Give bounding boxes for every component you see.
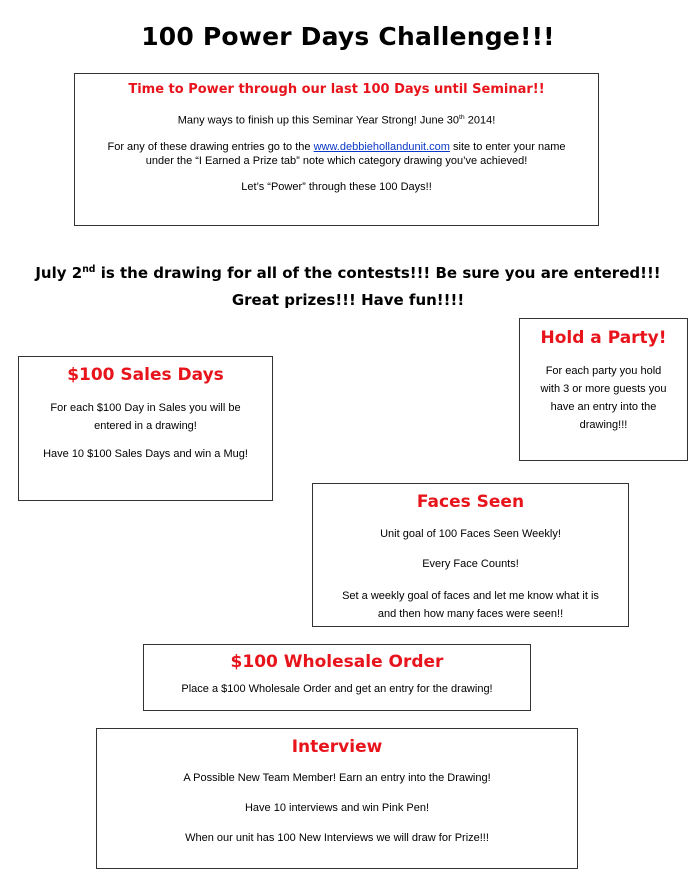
- interview-line-2: Have 10 interviews and win Pink Pen!: [244, 802, 430, 814]
- announcement-line-1: July 2nd is the drawing for all of the contests!!! Be sure you are entered!!!: [35, 264, 661, 282]
- sales-days-line-2: entered in a drawing!: [94, 420, 197, 432]
- drawing-announcement: [0, 256, 696, 314]
- announcement-line-2: Great prizes!!! Have fun!!!!: [231, 291, 465, 309]
- hold-party-line-4: drawing!!!: [579, 419, 628, 431]
- wholesale-order-heading: $100 Wholesale Order: [230, 652, 444, 672]
- interview-line-1: A Possible New Team Member! Earn an entry into the Drawing!: [183, 772, 491, 784]
- faces-seen-line-4: and then how many faces were seen!!: [377, 608, 564, 620]
- intro-line-3: under the “I Earned a Prize tab” note which category drawing you’ve achieved!: [145, 154, 528, 167]
- faces-seen-box: [312, 483, 629, 627]
- faces-seen-line-1: Unit goal of 100 Faces Seen Weekly!: [380, 528, 561, 540]
- intro-line-2: For any of these drawing entries go to the www.debbiehollandunit.com site to enter your name: [107, 140, 566, 153]
- hold-party-line-2: with 3 or more guests you: [540, 383, 667, 395]
- wholesale-order-line-1: Place a $100 Wholesale Order and get an entry for the drawing!: [181, 683, 493, 695]
- sales-days-line-1: For each $100 Day in Sales you will be: [50, 402, 241, 414]
- sales-days-heading: $100 Sales Days: [67, 365, 224, 385]
- intro-box: [74, 73, 599, 226]
- hold-party-box: [519, 318, 688, 461]
- interview-heading: Interview: [291, 737, 383, 757]
- faces-seen-heading: Faces Seen: [416, 492, 525, 512]
- faces-seen-line-3: Set a weekly goal of faces and let me know what it is: [342, 590, 599, 602]
- faces-seen-line-2: Every Face Counts!: [422, 558, 519, 570]
- intro-line-4: Let’s “Power” through these 100 Days!!: [241, 180, 432, 193]
- intro-line-1: Many ways to finish up this Seminar Year Strong! June 30th 2014!: [177, 114, 496, 127]
- unit-website-link[interactable]: www.debbiehollandunit.com: [313, 140, 450, 153]
- sales-days-box: [18, 356, 273, 501]
- page-title: 100 Power Days Challenge!!!: [141, 22, 555, 51]
- wholesale-order-box: [143, 644, 531, 711]
- intro-heading: Time to Power through our last 100 Days until Seminar!!: [128, 82, 545, 97]
- interview-box: [96, 728, 578, 869]
- hold-party-line-1: For each party you hold: [545, 365, 662, 377]
- hold-party-line-3: have an entry into the: [550, 401, 657, 413]
- sales-days-line-3: Have 10 $100 Sales Days and win a Mug!: [43, 448, 248, 460]
- interview-line-3: When our unit has 100 New Interviews we will draw for Prize!!!: [185, 832, 489, 844]
- hold-party-heading: Hold a Party!: [540, 328, 667, 348]
